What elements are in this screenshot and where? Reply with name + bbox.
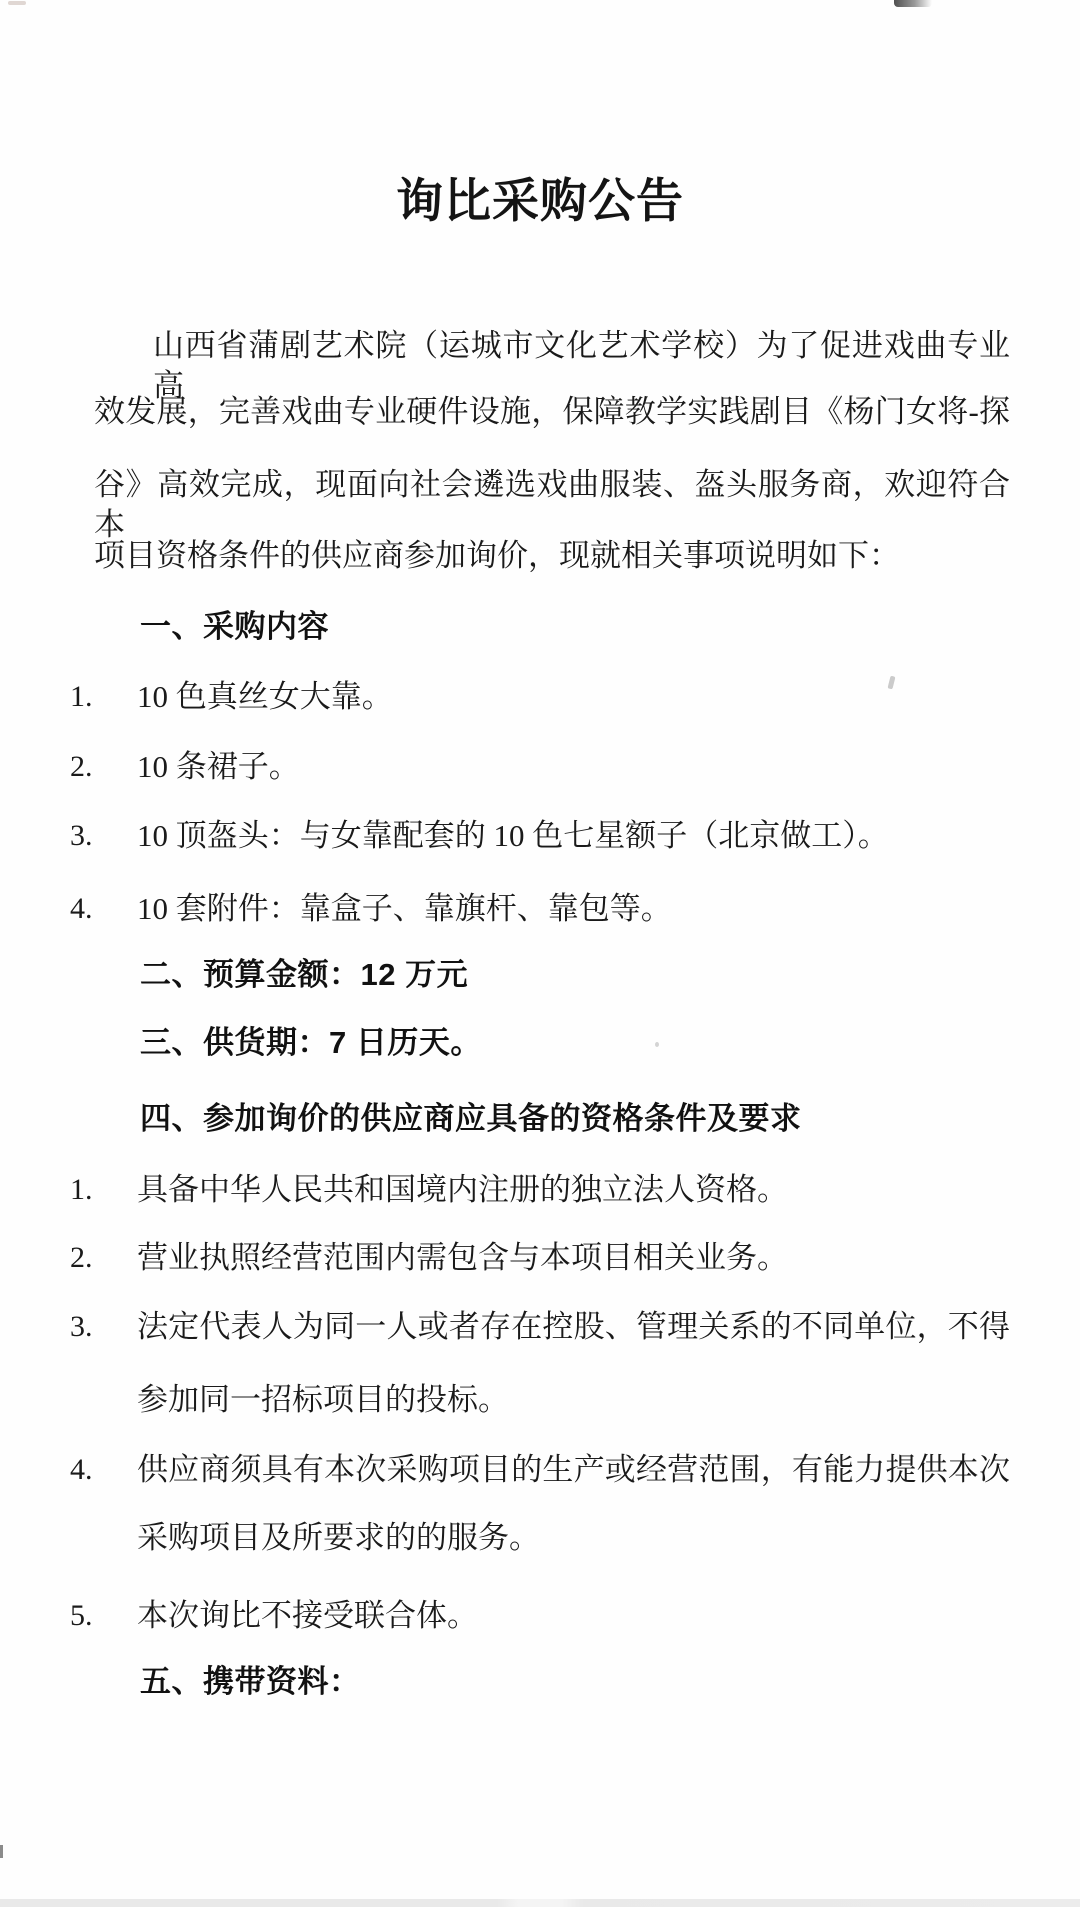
section-heading-purchase: 一、采购内容 xyxy=(140,609,329,644)
intro-line-1: 山西省蒲剧艺术院（运城市文化艺术学校）为了促进戏曲专业高 xyxy=(153,328,1010,403)
list-item-number: 4. xyxy=(70,892,93,925)
section-heading-materials: 五、携带资料： xyxy=(140,1664,361,1699)
scan-smudge-top-left xyxy=(8,1,26,5)
list-item-text: 法定代表人为同一人或者存在控股、管理关系的不同单位，不得 xyxy=(137,1309,1010,1344)
list-item-number: 1. xyxy=(70,680,93,713)
list-item-text: 供应商须具有本次采购项目的生产或经营范围，有能力提供本次 xyxy=(137,1452,1010,1487)
scan-edge-mark xyxy=(0,1845,3,1858)
list-item-text: 营业执照经营范围内需包含与本项目相关业务。 xyxy=(137,1240,788,1275)
list-item-number: 4. xyxy=(70,1453,93,1486)
scan-smudge-top-right xyxy=(894,0,932,7)
list-item-number: 3. xyxy=(70,819,93,852)
list-item-number: 5. xyxy=(70,1599,93,1632)
section-heading-delivery: 三、供货期：7 日历天。 xyxy=(140,1025,482,1060)
list-item-number: 2. xyxy=(70,1241,93,1274)
list-item-text: 本次询比不接受联合体。 xyxy=(137,1598,478,1633)
list-item-number: 1. xyxy=(70,1173,93,1206)
intro-line-4: 项目资格条件的供应商参加询价，现就相关事项说明如下： xyxy=(94,538,900,573)
intro-line-3: 谷》高效完成，现面向社会遴选戏曲服装、盔头服务商，欢迎符合本 xyxy=(94,467,1010,542)
intro-line-2: 效发展，完善戏曲专业硬件设施，保障教学实践剧目《杨门女将-探 xyxy=(94,394,1010,429)
section-heading-budget: 二、预算金额：12 万元 xyxy=(140,957,469,992)
page-title: 询比采购公告 xyxy=(396,176,684,228)
scan-bottom-edge xyxy=(0,1899,1080,1907)
list-item-text: 10 色真丝女大靠。 xyxy=(137,679,393,714)
list-item-text-continuation: 参加同一招标项目的投标。 xyxy=(137,1382,509,1417)
section-heading-qualification: 四、参加询价的供应商应具备的资格条件及要求 xyxy=(140,1101,802,1136)
list-item-number: 2. xyxy=(70,750,93,783)
list-item-number: 3. xyxy=(70,1310,93,1343)
list-item-text: 10 套附件：靠盒子、靠旗杆、靠包等。 xyxy=(137,891,672,926)
list-item-text: 10 顶盔头：与女靠配套的 10 色七星额子（北京做工）。 xyxy=(137,818,889,853)
list-item-text-continuation: 采购项目及所要求的的服务。 xyxy=(137,1520,540,1555)
list-item-text: 具备中华人民共和国境内注册的独立法人资格。 xyxy=(137,1172,788,1207)
list-item-text: 10 条裙子。 xyxy=(137,749,300,784)
